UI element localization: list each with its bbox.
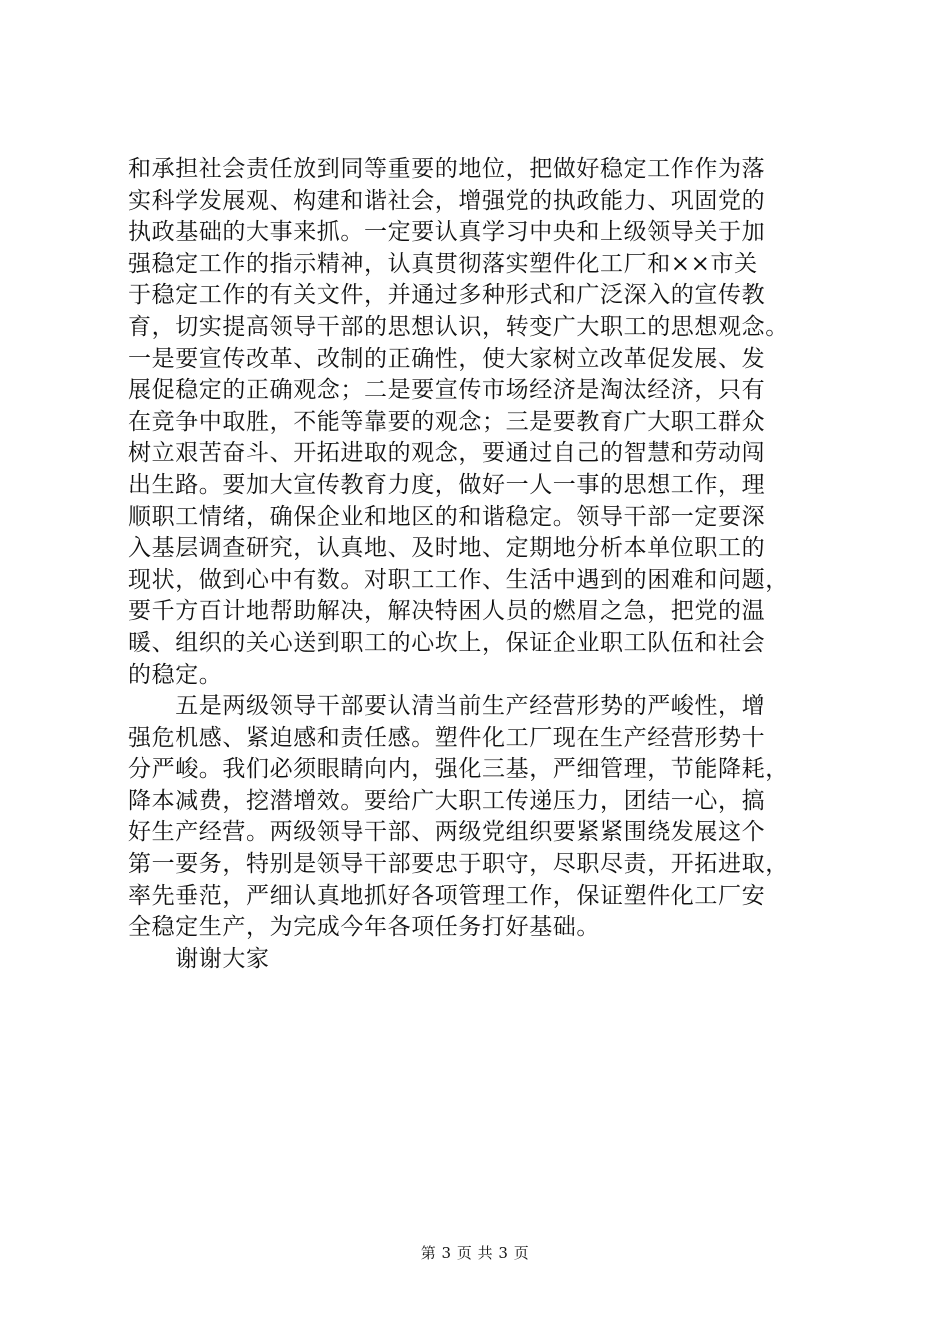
text-line: 树立艰苦奋斗、开拓进取的观念，要通过自己的智慧和劳动闯 — [128, 440, 766, 467]
text-line: 顺职工情绪，确保企业和地区的和谐稳定。领导干部一定要深 — [128, 503, 766, 530]
text-line: 率先垂范，严细认真地抓好各项管理工作，保证塑件化工厂安 — [128, 882, 766, 909]
text-line: 强稳定工作的指示精神，认真贯彻落实塑件化工厂和××市关 — [128, 250, 758, 277]
text-line: 全稳定生产，为完成今年各项任务打好基础。 — [128, 914, 600, 941]
text-line: 展促稳定的正确观念；二是要宣传市场经济是淘汰经济，只有 — [128, 377, 766, 404]
text-line: 要千方百计地帮助解决，解决特困人员的燃眉之急，把党的温 — [128, 598, 766, 625]
text-line: 强危机感、紧迫感和责任感。塑件化工厂现在生产经营形势十 — [128, 724, 766, 751]
page-footer — [0, 1243, 950, 1263]
text-line: 暖、组织的关心送到职工的心坎上，保证企业职工队伍和社会 — [128, 629, 766, 656]
text-line: 入基层调查研究，认真地、及时地、定期地分析本单位职工的 — [128, 535, 766, 562]
body-text — [128, 154, 842, 975]
text-line: 于稳定工作的有关文件，并通过多种形式和广泛深入的宣传教 — [128, 282, 766, 309]
text-line: 实科学发展观、构建和谐社会，增强党的执政能力、巩固党的 — [128, 187, 766, 214]
text-line: 降本减费，挖潜增效。要给广大职工传递压力，团结一心，搞 — [128, 787, 766, 814]
closing-line: 谢谢大家 — [128, 945, 270, 972]
page-number-label: 第 3 页 共 3 页 — [420, 1244, 530, 1262]
text-line: 现状，做到心中有数。对职工工作、生活中遇到的困难和问题， — [128, 566, 789, 593]
text-line: 好生产经营。两级领导干部、两级党组织要紧紧围绕发展这个 — [128, 819, 766, 846]
text-line: 分严峻。我们必须眼睛向内，强化三基，严细管理，节能降耗， — [128, 756, 789, 783]
text-line: 的稳定。 — [128, 661, 223, 688]
text-line: 一是要宣传改革、改制的正确性，使大家树立改革促发展、发 — [128, 345, 766, 372]
text-line: 和承担社会责任放到同等重要的地位，把做好稳定工作作为落 — [128, 156, 766, 182]
text-line: 在竞争中取胜，不能等靠要的观念；三是要教育广大职工群众 — [128, 408, 766, 435]
paragraph-start-line: 五是两级领导干部要认清当前生产经营形势的严峻性，增 — [128, 693, 766, 720]
text-line: 执政基础的大事来抓。一定要认真学习中央和上级领导关于加 — [128, 219, 766, 246]
text-line: 第一要务，特别是领导干部要忠于职守，尽职尽责，开拓进取， — [128, 851, 789, 878]
text-line: 出生路。要加大宣传教育力度，做好一人一事的思想工作，理 — [128, 471, 766, 498]
text-line: 育，切实提高领导干部的思想认识，转变广大职工的思想观念。 — [128, 313, 789, 340]
